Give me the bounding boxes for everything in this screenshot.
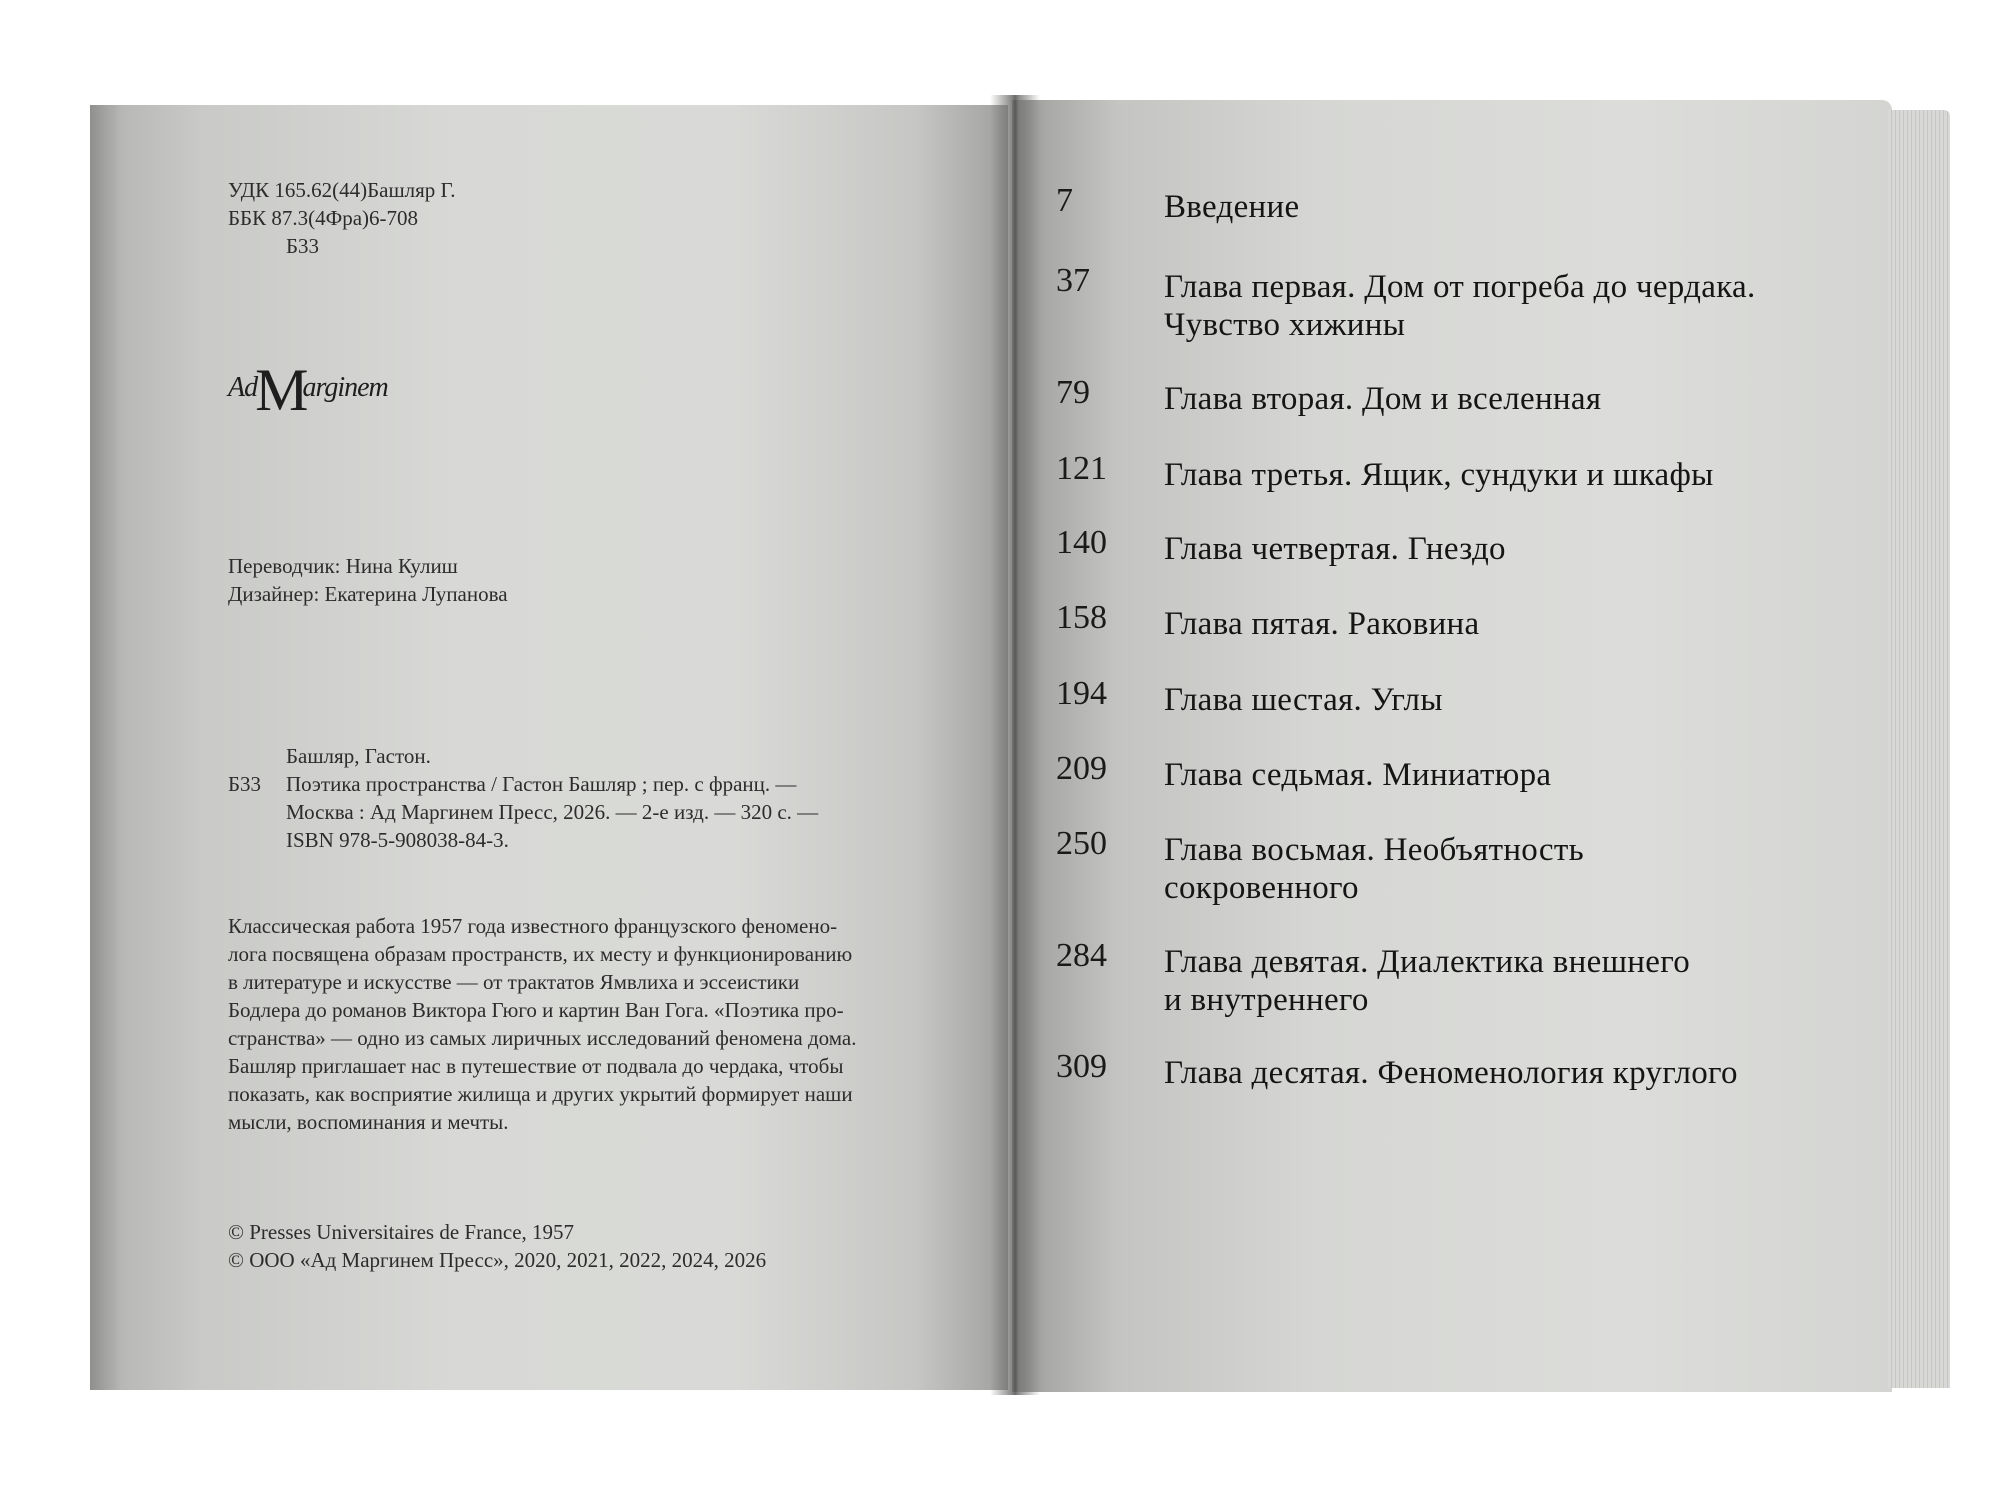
toc-page-number: 7 [1056,182,1073,219]
toc-page-number: 194 [1056,675,1107,712]
biblio-line: ISBN 978-5-908038-84-3. [286,828,509,852]
toc-page-number: 309 [1056,1048,1107,1085]
toc-page-number: 121 [1056,450,1107,487]
toc-title: Глава девятая. Диалектика внешнего [1164,944,1691,980]
annotation-line: Башляр приглашает нас в путешествие от подвала до чердака, чтобы [228,1054,844,1078]
toc-title: Глава пятая. Раковина [1164,606,1480,642]
toc-title-continued: сокровенного [1164,870,1359,906]
udk-block [228,176,456,260]
copyright-line: © ООО «Ад Маргинем Пресс», 2020, 2021, 2022, 2024, 2026 [228,1248,767,1272]
annotation-line: странства» — одно из самых лиричных исследований феномена дома. [228,1026,857,1050]
logo-m: M [255,357,307,423]
annotation-line: лога посвящена образам пространств, их месту и функционированию [228,942,853,966]
toc-title: Глава третья. Ящик, сундуки и шкафы [1164,457,1714,493]
toc-page-number: 79 [1056,374,1090,411]
copyright-line: © Presses Universitaires de France, 1957 [228,1220,575,1244]
toc-page-number: 250 [1056,825,1107,862]
annotation-line: Бодлера до романов Виктора Гюго и картин Ван Гога. «Поэтика про- [228,998,844,1022]
biblio-line: Москва : Ад Маргинем Пресс, 2026. — 2-е изд. — 320 с. — [286,800,819,824]
biblio-code: Б33 [228,772,262,796]
logo-ad: Ad [228,372,258,403]
toc-title: Глава вторая. Дом и вселенная [1164,381,1602,417]
toc-title: Глава четвертая. Гнездо [1164,531,1506,567]
annotation-line: в литературе и искусстве — от трактатов Ямвлиха и эссеистики [228,970,800,994]
credits-block [228,552,508,608]
publisher-logo [228,357,388,423]
biblio-line: Башляр, Гастон. [286,744,431,768]
designer-line: Дизайнер: Екатерина Лупанова [228,582,508,606]
toc-page-number: 209 [1056,750,1107,787]
left-page [90,105,1008,1390]
toc-title: Введение [1164,189,1300,225]
annotation-line: мысли, воспоминания и мечты. [228,1110,509,1134]
toc-title: Глава первая. Дом от погреба до чердака. [1164,269,1756,305]
toc-title: Глава десятая. Феноменология круглого [1164,1055,1738,1091]
toc-page-number: 158 [1056,599,1107,636]
toc-page-number: 37 [1056,262,1090,299]
book-gutter [990,95,1040,1395]
udk-line: УДК 165.62(44)Башляр Г. [228,178,456,202]
bbk-line: ББК 87.3(4Фра)6-708 [228,206,419,230]
toc-title: Глава восьмая. Необъятность [1164,832,1584,868]
biblio-line: Поэтика пространства / Гастон Башляр ; пер. с франц. — [286,772,797,796]
left-page-edge [90,105,120,1390]
toc-title-continued: и внутреннего [1164,982,1369,1018]
logo-arginem: arginem [302,372,388,403]
translator-line: Переводчик: Нина Кулиш [228,554,458,578]
author-mark: Б33 [286,234,320,258]
annotation-line: показать, как восприятие жилища и других укрытий формирует наши [228,1082,853,1106]
toc-title: Глава седьмая. Миниатюра [1164,757,1552,793]
toc-title: Глава шестая. Углы [1164,682,1443,718]
annotation-line: Классическая работа 1957 года известного французского феномено- [228,914,838,938]
toc-page-number: 140 [1056,524,1107,561]
copyright-block [228,1218,766,1274]
toc-title-continued: Чувство хижины [1164,307,1406,343]
toc-page-number: 284 [1056,937,1107,974]
annotation [228,912,856,1136]
page-stack-edge [1888,110,1950,1388]
